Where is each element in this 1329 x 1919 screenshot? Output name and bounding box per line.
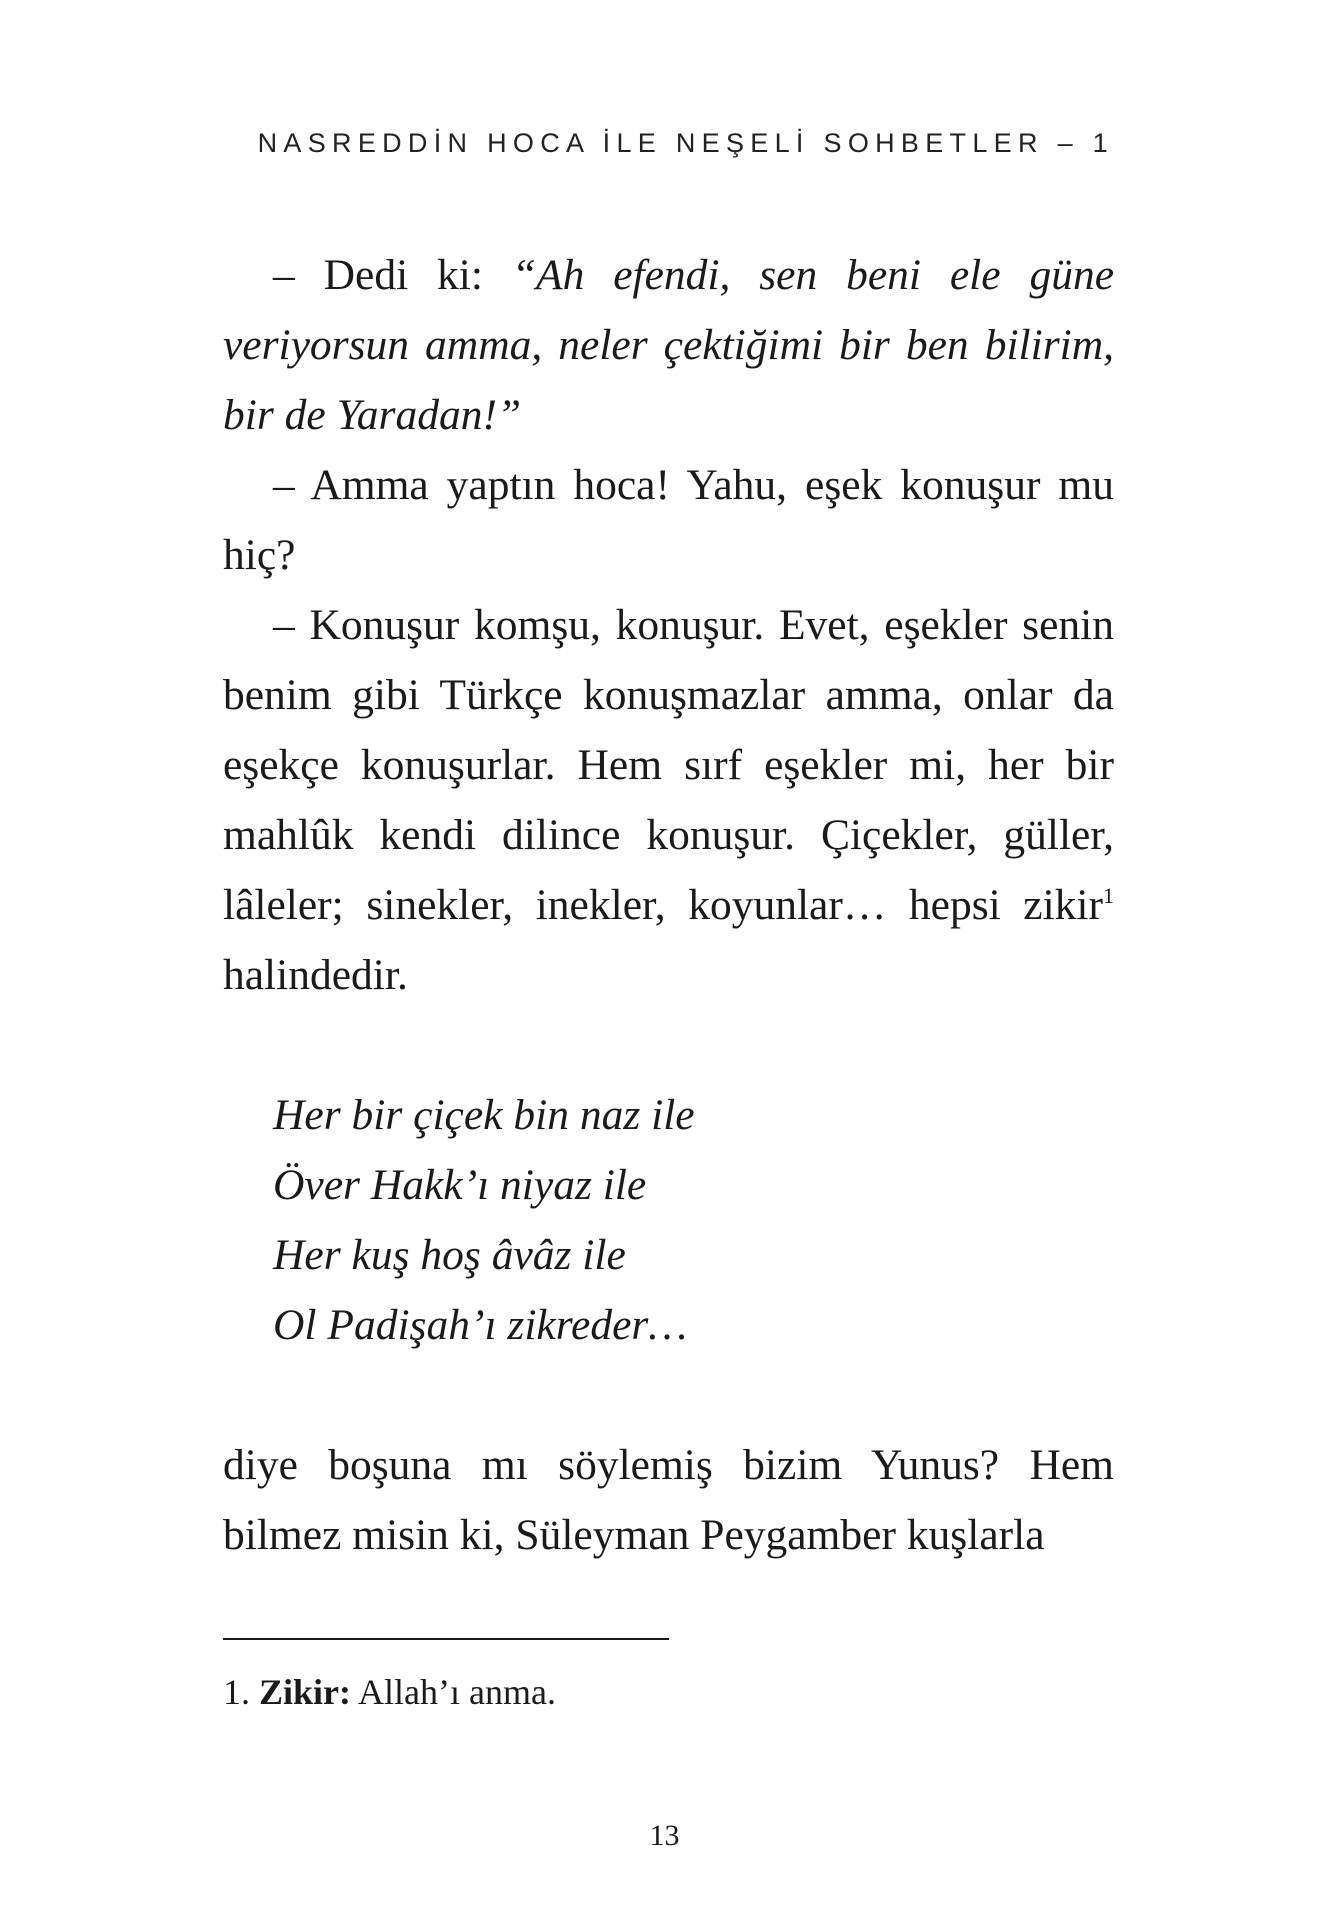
running-head: NASREDDİN HOCA İLE NEŞELİ SOHBETLER – 1 — [257, 128, 1114, 158]
footnote-number: 1. — [223, 1672, 259, 1712]
dialogue-quote: “Ah efendi, sen beni ele güne veriyorsun amma, neler çektiğimi bir ben bilirim, bir de Yaradan!” — [223, 251, 1115, 439]
stanza-spacer — [223, 1360, 1114, 1430]
poem-line: Her bir çiçek bin naz ile — [273, 1091, 695, 1139]
footnote-term: Zikir: — [259, 1672, 352, 1712]
paragraph-tail: halindedir. — [223, 951, 408, 999]
poem-stanza — [223, 1080, 1114, 1360]
stanza-spacer — [223, 1010, 1114, 1080]
footnote-definition: Allah’ı anma. — [351, 1672, 556, 1712]
paragraph-text: – Konuşur komşu, konuşur. Evet, eşekler senin benim gibi Türkçe konuşmazlar amma, onlar da eşekçe konuşurlar. Hem sırf eşekler mi, her bir mahlûk kendi dilince konuşur. Çiçekler, güller, lâleler; sinekler, inekler, koyunlar… hepsi zikir — [223, 601, 1114, 929]
poem-line: Her kuş hoş âvâz ile — [273, 1231, 626, 1279]
paragraph-continuation: diye boşuna mı söylemiş bizim Yunus? Hem bilmez misin ki, Süleyman Peygamber kuşlarla — [223, 1441, 1114, 1559]
dialogue-lead: – Dedi ki: — [273, 251, 512, 299]
paragraph-dialogue-2: – Amma yaptın hoca! Yahu, eşek konuşur mu hiç? — [223, 461, 1114, 579]
footnote-ref: 1 — [1103, 883, 1114, 908]
page-number: 13 — [649, 1819, 680, 1852]
footnote — [223, 1670, 556, 1714]
body-text — [223, 240, 1114, 1570]
poem-line: Över Hakk’ı niyaz ile — [273, 1161, 647, 1209]
footnote-divider — [223, 1638, 669, 1640]
paragraph-dialogue-3 — [223, 590, 1114, 1010]
poem-line: Ol Padişah’ı zikreder… — [273, 1301, 688, 1349]
paragraph-dialogue-1 — [223, 240, 1114, 450]
